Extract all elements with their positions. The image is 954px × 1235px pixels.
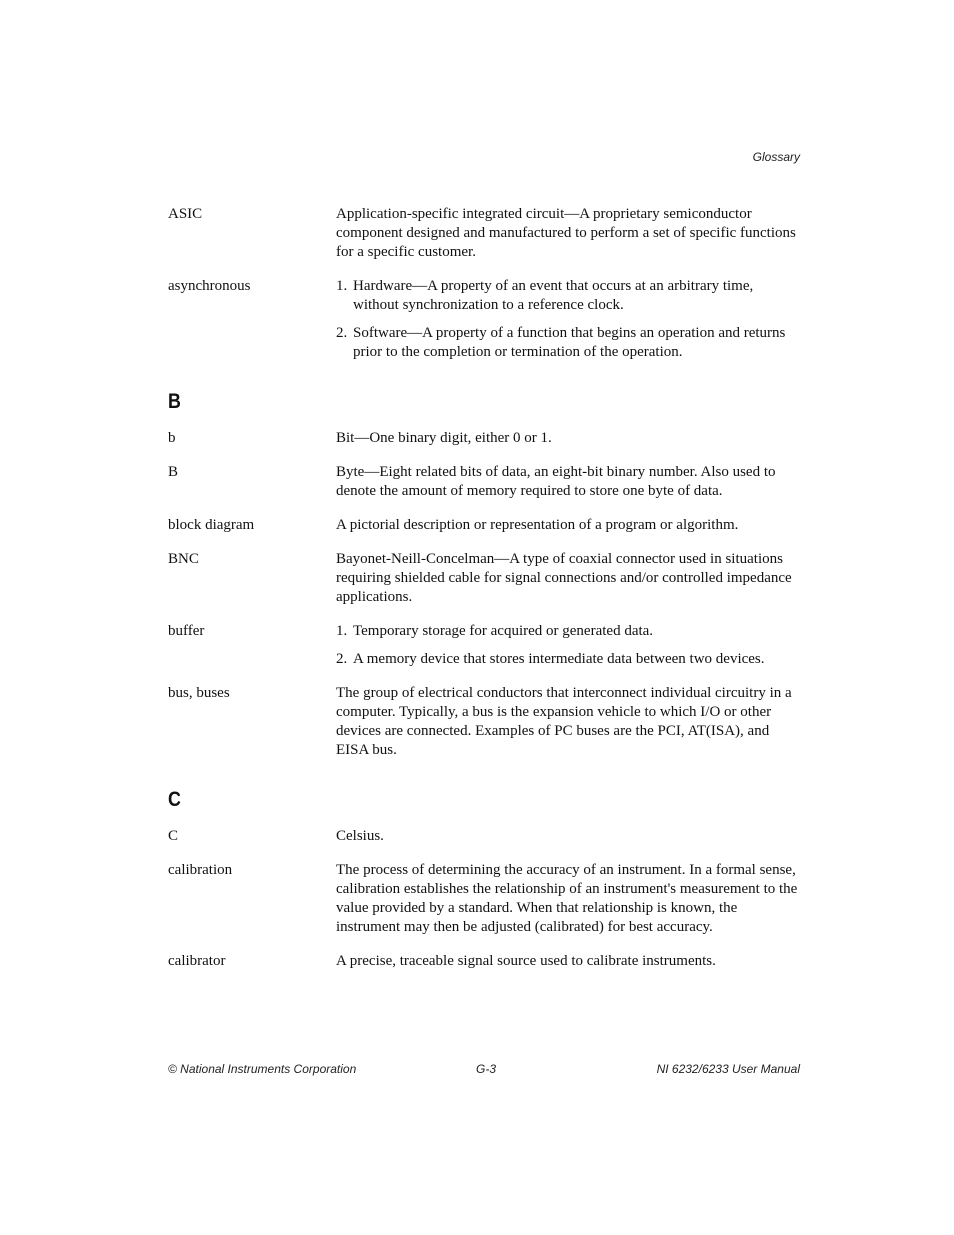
running-header: Glossary xyxy=(752,150,800,164)
definition-list-item xyxy=(336,650,800,669)
glossary-definition: A pictorial description or representation of a program or algorithm. xyxy=(336,517,739,533)
glossary-entry xyxy=(168,205,800,262)
footer-copyright: © National Instruments Corporation xyxy=(168,1062,357,1076)
definition-list xyxy=(336,622,800,669)
definition-list-item xyxy=(336,324,800,362)
glossary-definition: Bayonet-Neill-Concelman—A type of coaxial connector used in situations requiring shielded cable for signal connections and/or controlled impedance applications. xyxy=(336,551,792,605)
list-item-text: Temporary storage for acquired or generated data. xyxy=(353,623,654,639)
glossary-entry xyxy=(168,622,800,669)
glossary-entry xyxy=(168,861,800,937)
list-item-text: Hardware—A property of an event that occurs at an arbitrary time, without synchronization to a reference clock. xyxy=(353,278,754,313)
definition-list-item xyxy=(336,622,800,641)
list-item-number: 2. xyxy=(336,325,348,341)
glossary-entry xyxy=(168,429,800,448)
definition-list xyxy=(336,277,800,362)
list-item-text: Software—A property of a function that begins an operation and returns prior to the completion or termination of the operation. xyxy=(353,325,786,360)
list-item-text: A memory device that stores intermediate data between two devices. xyxy=(353,651,765,667)
glossary-entry xyxy=(168,952,800,971)
glossary-term: asynchronous xyxy=(168,278,251,294)
glossary-term: buffer xyxy=(168,623,205,639)
glossary-term: calibration xyxy=(168,862,233,878)
glossary-term: block diagram xyxy=(168,517,255,533)
glossary-entry xyxy=(168,516,800,535)
glossary-definition xyxy=(336,277,800,362)
footer-manual-title: NI 6232/6233 User Manual xyxy=(656,1062,800,1076)
glossary-entry xyxy=(168,463,800,501)
glossary-definition: Application-specific integrated circuit—A proprietary semiconductor component designed and manufactured to perform a set of specific functions for a specific customer. xyxy=(336,206,796,260)
glossary-content xyxy=(168,205,800,986)
section-letter-heading: C xyxy=(168,788,181,811)
glossary-definition: Bit—One binary digit, either 0 or 1. xyxy=(336,430,552,446)
page-number: G-3 xyxy=(476,1062,497,1076)
glossary-definition: A precise, traceable signal source used to calibrate instruments. xyxy=(336,953,716,969)
list-item-number: 2. xyxy=(336,651,348,667)
glossary-entry xyxy=(168,827,800,846)
glossary-term: ASIC xyxy=(168,206,203,222)
glossary-term: calibrator xyxy=(168,953,226,969)
definition-list-item xyxy=(336,277,800,315)
glossary-term: BNC xyxy=(168,551,199,567)
section-letter-heading: B xyxy=(168,390,181,413)
glossary-term: C xyxy=(168,828,179,844)
glossary-term: b xyxy=(168,430,176,446)
list-item-number: 1. xyxy=(336,623,348,639)
glossary-definition xyxy=(336,622,800,669)
glossary-definition: Byte—Eight related bits of data, an eight-bit binary number. Also used to denote the amount of memory required to store one byte of data. xyxy=(336,464,776,499)
glossary-entry xyxy=(168,550,800,607)
glossary-definition: The group of electrical conductors that interconnect individual circuitry in a computer. Typically, a bus is the expansion vehicle to which I/O or other devices are connected. Examples of PC buses are the PCI, AT(ISA), and EISA bus. xyxy=(336,685,792,758)
glossary-term: bus, buses xyxy=(168,685,230,701)
glossary-entry xyxy=(168,684,800,760)
list-item-number: 1. xyxy=(336,278,348,294)
glossary-definition: The process of determining the accuracy of an instrument. In a formal sense, calibration establishes the relationship of an instrument's measurement to the value provided by a standard. When that relationship is known, the instrument may then be adjusted (calibrated) for best accuracy. xyxy=(336,862,798,935)
glossary-definition: Celsius. xyxy=(336,828,384,844)
glossary-term: B xyxy=(168,464,179,480)
glossary-entry xyxy=(168,277,800,362)
